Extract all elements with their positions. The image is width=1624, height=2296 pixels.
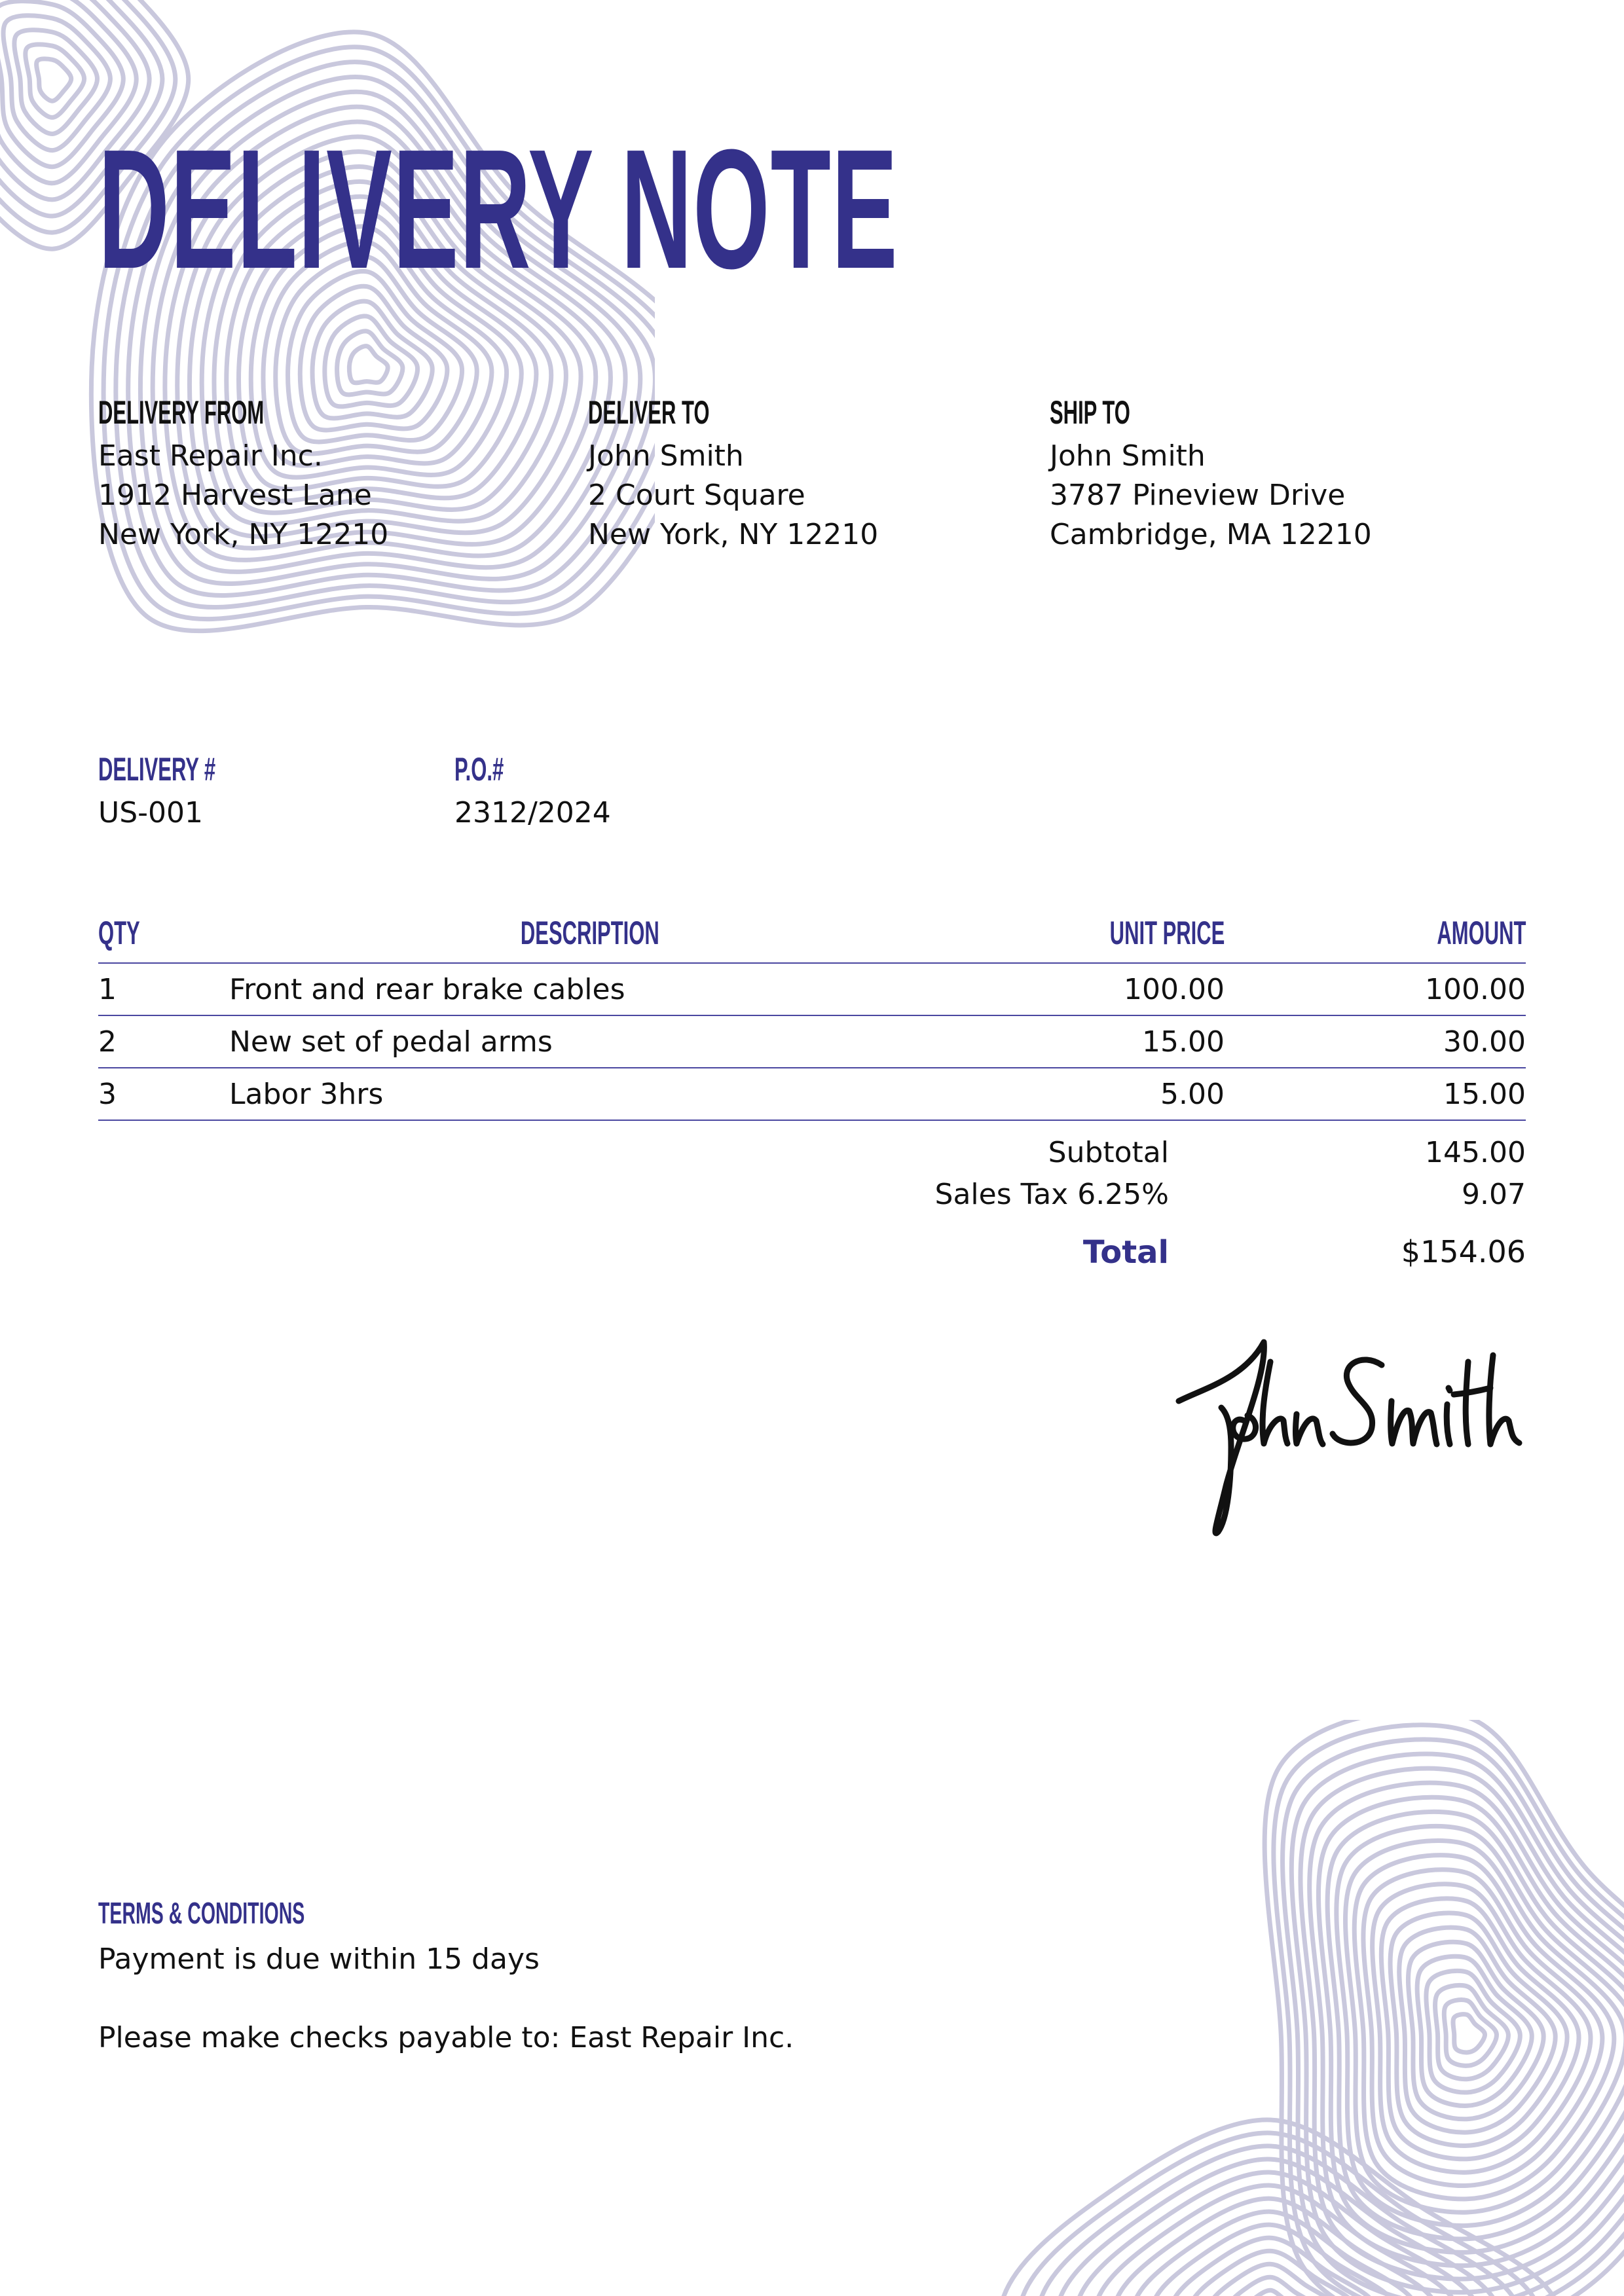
- row-description: Front and rear brake cables: [229, 963, 950, 1015]
- deliver-to-heading: DELIVER TO: [588, 394, 710, 431]
- contour-ring: [1132, 2212, 1418, 2296]
- description-header-label: DESCRIPTION: [520, 915, 659, 951]
- ship-to-city: Cambridge, MA 12210: [1050, 518, 1372, 551]
- delivery-from-heading: DELIVERY FROM: [98, 394, 265, 431]
- terms-section: [98, 1895, 794, 2058]
- contour-ring: [1327, 1812, 1624, 2239]
- sales-tax-value: 9.07: [1462, 1178, 1526, 1211]
- contour-ring: [37, 59, 71, 101]
- row-qty: 3: [98, 1068, 229, 1120]
- po-number-label: P.O.#: [454, 751, 504, 788]
- row-amount: 100.00: [1225, 963, 1526, 1015]
- document-title: DELIVERY NOTE: [98, 115, 898, 304]
- ship-to-block: [1050, 396, 1372, 555]
- contour-ring: [1227, 2277, 1317, 2296]
- contour-ring: [1037, 2146, 1519, 2296]
- amount-header: [1225, 903, 1526, 963]
- row-qty: 2: [98, 1015, 229, 1068]
- row-amount: 15.00: [1225, 1068, 1526, 1120]
- contour-ring: [1113, 2198, 1438, 2296]
- row-description: Labor 3hrs: [229, 1068, 950, 1120]
- sales-tax-label: Sales Tax 6.25%: [934, 1178, 1169, 1211]
- amount-header-label: AMOUNT: [1436, 915, 1526, 951]
- contour-ring: [1373, 1884, 1591, 2172]
- handwritten-signature: [1166, 1316, 1532, 1552]
- decorative-contour-pattern-bottom: [995, 1720, 1624, 2296]
- contour-ring: [1354, 1855, 1614, 2199]
- contour-ring: [999, 2120, 1559, 2296]
- decorative-contour-pattern-top: [0, 0, 655, 694]
- contour-ring: [1453, 2014, 1485, 2052]
- contour-ring: [1390, 1913, 1567, 2145]
- contour-ring: [1381, 1899, 1579, 2159]
- unit-price-header: [950, 903, 1225, 963]
- deliver-to-street: 2 Court Square: [588, 479, 805, 512]
- terms-heading: TERMS & CONDITIONS: [98, 1896, 305, 1930]
- contour-ring: [1056, 2159, 1499, 2296]
- contour-ring: [325, 316, 418, 407]
- contour-ring: [1018, 2133, 1539, 2296]
- delivery-from-street: 1912 Harvest Lane: [98, 479, 372, 512]
- total-label: Total: [1082, 1234, 1169, 1271]
- description-header: [229, 903, 950, 963]
- table-header-row: [98, 903, 1526, 963]
- delivery-number-label: DELIVERY #: [98, 751, 216, 788]
- contour-ring: [1170, 2238, 1378, 2296]
- contour-ring: [337, 331, 403, 395]
- contour-ring: [1283, 1740, 1624, 2296]
- contour-ring: [1151, 2225, 1397, 2296]
- contour-ring: [1346, 1841, 1624, 2213]
- qty-header-label: QTY: [98, 915, 140, 951]
- deliver-to-city: New York, NY 12210: [588, 518, 879, 551]
- contour-ring: [1337, 1826, 1624, 2225]
- contour-ring: [1075, 2172, 1479, 2296]
- contour-ring: [1208, 2264, 1337, 2296]
- qty-header: [98, 903, 229, 963]
- sales-tax-row: [98, 1178, 1526, 1220]
- contour-ring: [1310, 1783, 1624, 2265]
- contour-ring: [1435, 1985, 1509, 2079]
- total-value: $154.06: [1401, 1234, 1526, 1269]
- delivery-from-name: East Repair Inc.: [98, 439, 323, 473]
- po-number-block: [454, 753, 611, 833]
- contour-ring: [1291, 1754, 1624, 2292]
- contour-ring: [1301, 1768, 1624, 2279]
- delivery-from-block: [98, 396, 388, 555]
- delivery-from-city: New York, NY 12210: [98, 518, 389, 551]
- row-description: New set of pedal arms: [229, 1015, 950, 1068]
- contour-ring: [1094, 2185, 1458, 2296]
- contour-ring: [1408, 1942, 1543, 2119]
- ship-to-street: 3787 Pineview Drive: [1050, 479, 1346, 512]
- row-amount: 30.00: [1225, 1015, 1526, 1068]
- row-qty: 1: [98, 963, 229, 1015]
- delivery-number-value: US-001: [98, 796, 203, 829]
- deliver-to-block: [588, 396, 878, 555]
- contour-ring: [349, 346, 388, 383]
- totals-section: [98, 1136, 1526, 1280]
- row-unit-price: 100.00: [950, 963, 1225, 1015]
- contour-ring: [1363, 1870, 1602, 2186]
- table-row: [98, 1068, 1526, 1120]
- unit-price-header-label: UNIT PRICE: [1109, 915, 1225, 951]
- po-number-value: 2312/2024: [454, 796, 611, 829]
- contour-ring: [1426, 1971, 1520, 2092]
- delivery-number-block: [98, 753, 287, 833]
- contour-ring: [1444, 2000, 1496, 2066]
- row-unit-price: 15.00: [950, 1015, 1225, 1068]
- terms-payment-due: Payment is due within 15 days: [98, 1942, 540, 1976]
- contour-ring: [1399, 1927, 1555, 2132]
- contour-ring: [1417, 1956, 1532, 2105]
- row-unit-price: 5.00: [950, 1068, 1225, 1120]
- terms-checks-payable: Please make checks payable to: East Repair Inc.: [98, 2021, 794, 2054]
- contour-ring: [1318, 1797, 1624, 2252]
- total-row: [98, 1234, 1526, 1280]
- ship-to-name: John Smith: [1050, 439, 1206, 473]
- contour-ring: [1274, 1725, 1624, 2296]
- contour-ring: [1264, 1720, 1624, 2296]
- contour-ring: [1189, 2251, 1357, 2296]
- table-row: [98, 963, 1526, 1015]
- contour-ring: [3, 16, 110, 151]
- ship-to-heading: SHIP TO: [1050, 394, 1130, 431]
- table-row: [98, 1015, 1526, 1068]
- deliver-to-name: John Smith: [588, 439, 744, 473]
- contour-ring: [14, 30, 98, 134]
- line-items-table: [98, 903, 1526, 1121]
- subtotal-label: Subtotal: [1048, 1136, 1169, 1169]
- subtotal-row: [98, 1136, 1526, 1178]
- contour-ring: [1246, 2290, 1297, 2296]
- subtotal-value: 145.00: [1425, 1136, 1526, 1169]
- contour-ring: [26, 45, 84, 118]
